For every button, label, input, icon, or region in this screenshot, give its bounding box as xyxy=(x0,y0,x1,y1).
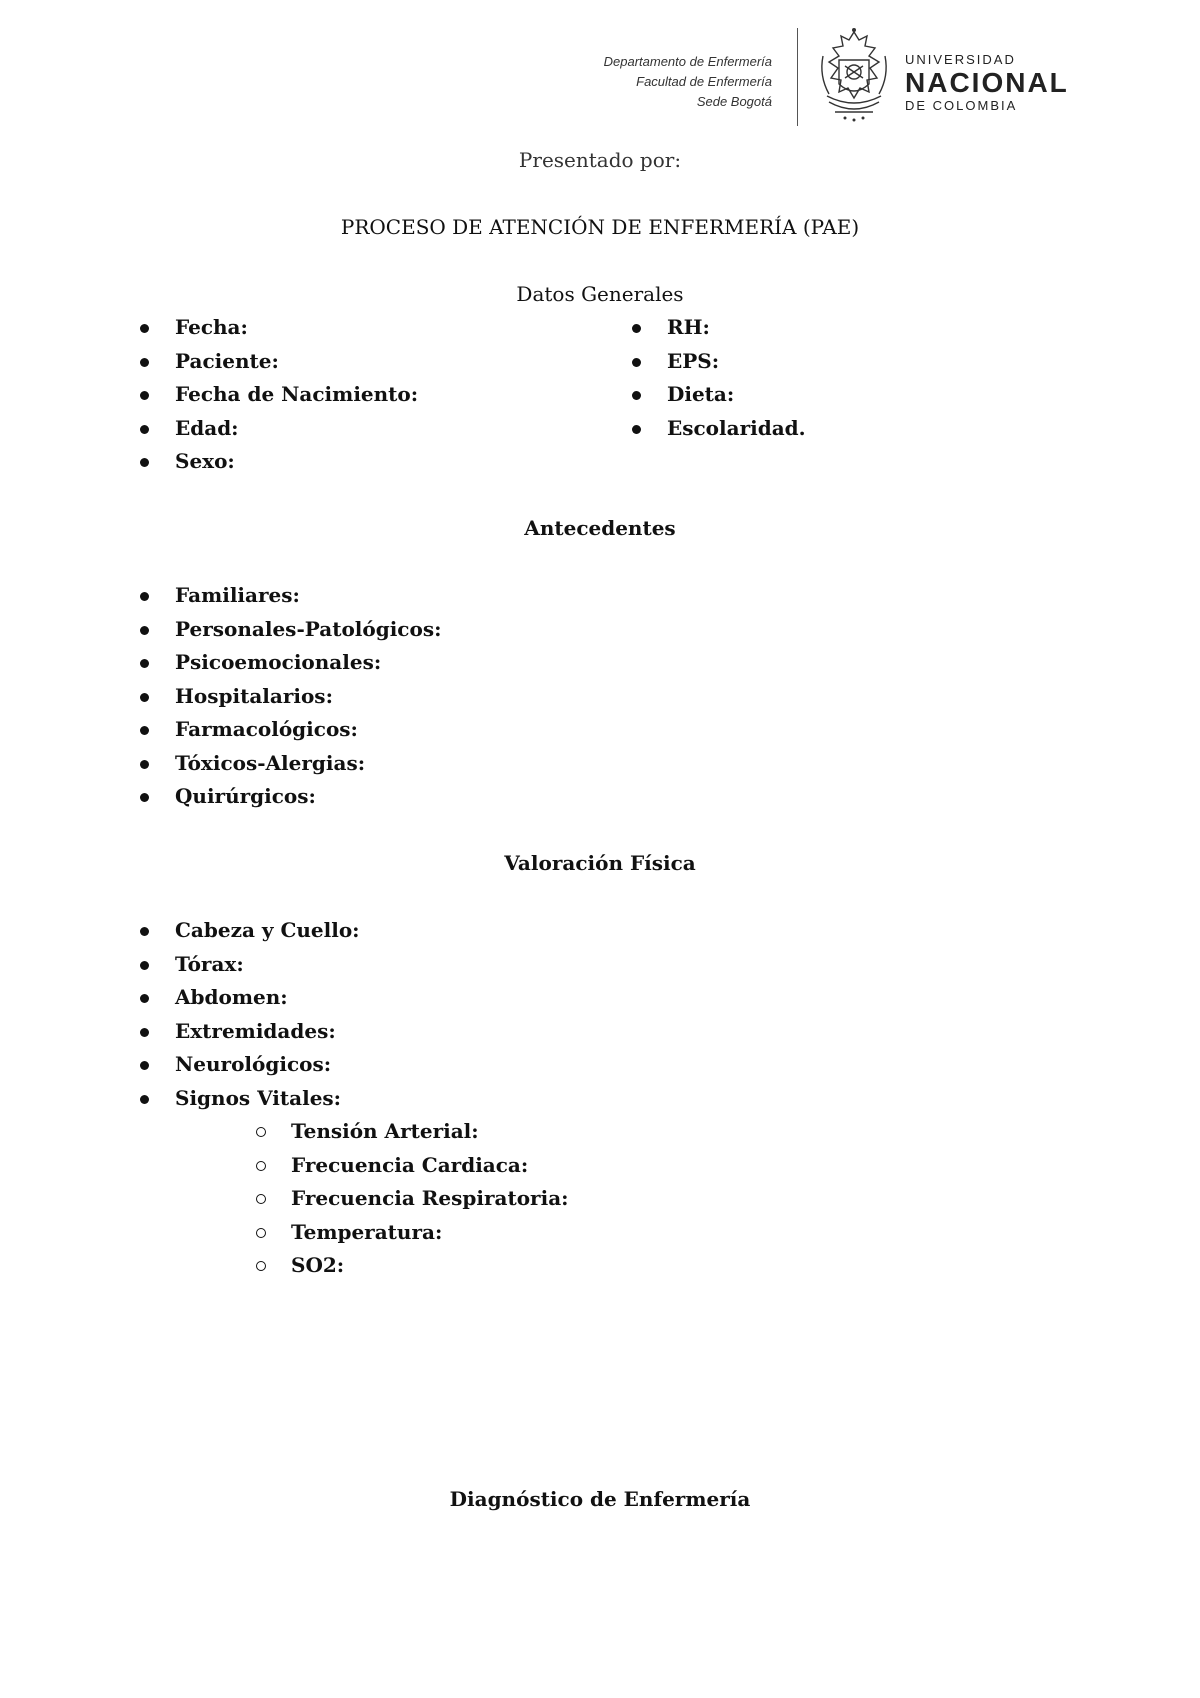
bullet-icon xyxy=(140,927,149,936)
field-label: EPS: xyxy=(667,348,720,373)
list-item xyxy=(632,412,806,446)
bullet-icon xyxy=(140,994,149,1003)
bullet-icon xyxy=(140,324,149,333)
list-item xyxy=(140,311,418,345)
university-line-1: UNIVERSIDAD xyxy=(905,52,1016,67)
field-label: Frecuencia Respiratoria: xyxy=(291,1186,569,1210)
bullet-icon xyxy=(632,391,641,400)
circle-bullet-icon xyxy=(256,1228,266,1238)
list-item xyxy=(140,378,418,412)
list-item xyxy=(140,747,441,781)
university-wordmark xyxy=(905,52,1069,114)
bullet-icon xyxy=(140,1028,149,1037)
circle-bullet-icon xyxy=(256,1127,266,1137)
field-label: Escolaridad. xyxy=(667,415,806,440)
field-label: Quirúrgicos: xyxy=(175,784,316,808)
valoracion-list xyxy=(140,914,360,1115)
circle-bullet-icon xyxy=(256,1161,266,1171)
field-label: Tóxicos-Alergias: xyxy=(175,750,366,775)
list-item xyxy=(140,914,360,948)
field-label: Signos Vitales: xyxy=(175,1085,342,1110)
field-label: Psicoemocionales: xyxy=(175,650,382,674)
field-label: Dieta: xyxy=(667,382,735,406)
list-item xyxy=(140,646,441,680)
list-item xyxy=(140,713,441,747)
vital-signs-list xyxy=(256,1115,569,1283)
list-item xyxy=(256,1216,569,1250)
university-line-3: DE COLOMBIA xyxy=(905,98,1018,113)
bullet-icon xyxy=(632,324,641,333)
list-item xyxy=(632,378,806,412)
bullet-icon xyxy=(140,961,149,970)
presented-by: Presentado por: xyxy=(518,148,682,172)
diagnostico-heading: Diagnóstico de Enfermería xyxy=(449,1487,751,1511)
field-label: Personales-Patológicos: xyxy=(175,616,442,641)
list-item xyxy=(140,948,360,982)
bullet-icon xyxy=(140,458,149,467)
list-item xyxy=(140,613,441,647)
circle-bullet-icon xyxy=(256,1194,266,1204)
field-label: Neurológicos: xyxy=(175,1052,332,1076)
list-item xyxy=(256,1249,569,1283)
list-item xyxy=(140,1082,360,1116)
university-line-2: NACIONAL xyxy=(905,67,1069,98)
document-title: PROCESO DE ATENCIÓN DE ENFERMERÍA (PAE) xyxy=(340,215,860,239)
list-item xyxy=(140,345,418,379)
field-label: SO2: xyxy=(291,1253,345,1277)
field-label: Fecha: xyxy=(175,315,248,339)
list-item xyxy=(140,1015,360,1049)
bullet-icon xyxy=(140,425,149,434)
bullet-icon xyxy=(632,425,641,434)
field-label: Temperatura: xyxy=(291,1219,443,1244)
field-label: Edad: xyxy=(175,415,239,440)
field-label: Sexo: xyxy=(175,449,235,473)
list-item xyxy=(256,1115,569,1149)
field-label: Farmacológicos: xyxy=(175,717,358,741)
general-data-right-list xyxy=(632,311,806,445)
list-item xyxy=(256,1182,569,1216)
list-item xyxy=(140,1048,360,1082)
bullet-icon xyxy=(632,358,641,367)
field-label: Hospitalarios: xyxy=(175,683,333,708)
antecedentes-heading: Antecedentes xyxy=(524,516,676,540)
circle-bullet-icon xyxy=(256,1261,266,1271)
field-label: RH: xyxy=(667,315,710,339)
field-label: Tensión Arterial: xyxy=(291,1119,479,1143)
list-item xyxy=(632,345,806,379)
list-item xyxy=(140,780,441,814)
field-label: Paciente: xyxy=(175,348,279,373)
bullet-icon xyxy=(140,1061,149,1070)
bullet-icon xyxy=(140,760,149,769)
list-item xyxy=(140,680,441,714)
general-data-left-list xyxy=(140,311,418,479)
bullet-icon xyxy=(140,693,149,702)
department-info xyxy=(604,52,772,112)
campus-line: Sede Bogotá xyxy=(696,94,772,109)
field-label: Cabeza y Cuello: xyxy=(175,918,360,942)
field-label: Frecuencia Cardiaca: xyxy=(291,1152,529,1177)
department-line: Departamento de Enfermería xyxy=(603,54,772,69)
list-item xyxy=(256,1149,569,1183)
university-seal-icon xyxy=(815,26,893,126)
bullet-icon xyxy=(140,358,149,367)
bullet-icon xyxy=(140,1095,149,1104)
field-label: Abdomen: xyxy=(175,985,288,1009)
antecedentes-list xyxy=(140,579,441,814)
general-data-heading: Datos Generales xyxy=(516,282,684,306)
list-item xyxy=(632,311,806,345)
list-item xyxy=(140,445,418,479)
valoracion-heading: Valoración Física xyxy=(504,851,696,875)
list-item xyxy=(140,412,418,446)
bullet-icon xyxy=(140,391,149,400)
bullet-icon xyxy=(140,793,149,802)
bullet-icon xyxy=(140,726,149,735)
header-divider xyxy=(797,28,798,126)
list-item xyxy=(140,981,360,1015)
bullet-icon xyxy=(140,626,149,635)
field-label: Extremidades: xyxy=(175,1018,336,1043)
field-label: Tórax: xyxy=(175,951,244,976)
bullet-icon xyxy=(140,659,149,668)
field-label: Familiares: xyxy=(175,583,300,607)
list-item xyxy=(140,579,441,613)
field-label: Fecha de Nacimiento: xyxy=(175,382,419,406)
bullet-icon xyxy=(140,592,149,601)
faculty-line: Facultad de Enfermería xyxy=(636,74,772,89)
